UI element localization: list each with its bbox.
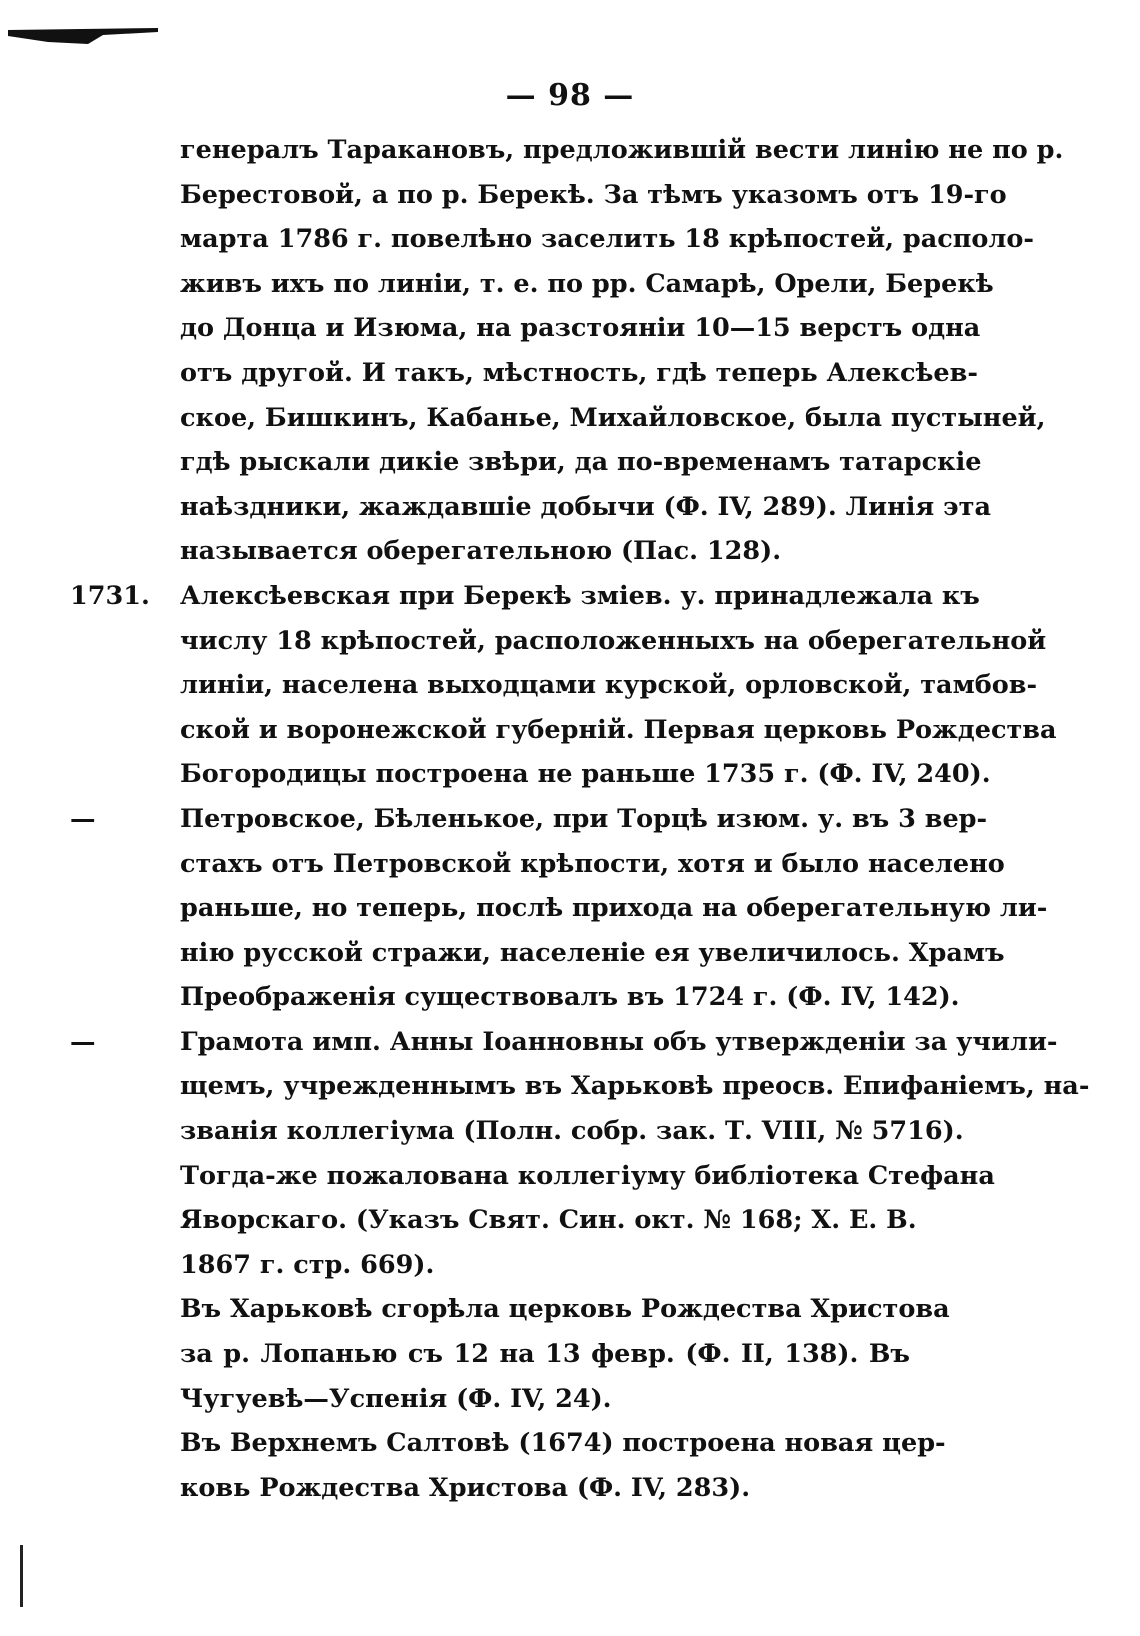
text-line bbox=[70, 797, 988, 842]
line-text: щемъ, учрежденнымъ въ Харьковѣ преосв. Епифаніемъ, на- bbox=[180, 1071, 1090, 1102]
text-line bbox=[70, 217, 1034, 262]
text-line bbox=[70, 1421, 946, 1466]
line-text: 1867 г. стр. 669). bbox=[180, 1249, 435, 1280]
scan-edge-mark bbox=[20, 1545, 23, 1607]
text-line bbox=[70, 1064, 1090, 1109]
line-text: Яворскаго. (Указъ Свят. Син. окт. № 168; Х. Е. В. bbox=[180, 1205, 917, 1236]
line-text: званія коллегіума (Полн. собр. зак. Т. VIII, № 5716). bbox=[180, 1116, 964, 1147]
line-text: Грамота имп. Анны Іоанновны объ утвержденіи за учили- bbox=[180, 1026, 1058, 1057]
line-text: Преображенія существовалъ въ 1724 г. (Ф. IV, 142). bbox=[180, 982, 960, 1013]
line-text: Богородицы построена не раньше 1735 г. (Ф. IV, 240). bbox=[180, 759, 991, 790]
text-line bbox=[70, 1377, 910, 1422]
text-line bbox=[70, 1332, 910, 1377]
text-line bbox=[70, 529, 910, 574]
text-line bbox=[70, 1287, 950, 1332]
line-text: Чугуевѣ—Успенія (Ф. IV, 24). bbox=[180, 1383, 612, 1414]
text-line bbox=[70, 708, 1057, 753]
line-text: ской и воронежской губерній. Первая церковь Рождества bbox=[180, 714, 1057, 745]
line-text: отъ другой. И такъ, мѣстность, гдѣ теперь Алексѣев- bbox=[180, 357, 978, 388]
line-text: генералъ Таракановъ, предложившій вести линію не по р. bbox=[180, 135, 1064, 165]
text-line bbox=[70, 1243, 910, 1288]
entry-year: 1731. bbox=[70, 580, 150, 611]
text-line bbox=[70, 128, 1064, 173]
line-text: стахъ отъ Петровской крѣпости, хотя и было населено bbox=[180, 848, 1005, 879]
line-text: Петровское, Бѣленькое, при Торцѣ изюм. у. въ 3 вер- bbox=[180, 803, 988, 834]
line-text: гдѣ рыскали дикіе звѣри, да по-временамъ татарскіе bbox=[180, 447, 982, 478]
line-text: числу 18 крѣпостей, расположенныхъ на оберегательной bbox=[180, 625, 1047, 656]
entry-year: — bbox=[70, 803, 96, 834]
text-line bbox=[70, 1020, 1058, 1065]
line-text: Тогда-же пожалована коллегіуму библіотека Стефана bbox=[180, 1160, 995, 1191]
text-line bbox=[70, 1466, 910, 1511]
body-text bbox=[70, 128, 1090, 1510]
line-text: раньше, но теперь, послѣ прихода на оберегательную ли- bbox=[180, 893, 1048, 924]
text-line bbox=[70, 975, 960, 1020]
line-text: живъ ихъ по линіи, т. е. по рр. Самарѣ, Орели, Берекѣ bbox=[180, 268, 994, 299]
entry-year: — bbox=[70, 1026, 96, 1057]
text-line bbox=[70, 752, 991, 797]
line-text: марта 1786 г. повелѣно заселить 18 крѣпостей, располо- bbox=[180, 224, 1034, 255]
text-line bbox=[70, 351, 978, 396]
line-text: за р. Лопанью съ 12 на 13 февр. (Ф. II, 138). Въ bbox=[180, 1339, 910, 1370]
line-text: Въ Верхнемъ Салтовѣ (1674) построена новая цер- bbox=[180, 1428, 946, 1459]
text-line bbox=[70, 262, 994, 307]
text-line bbox=[70, 842, 1005, 887]
line-text: Въ Харьковѣ сгорѣла церковь Рождества Христова bbox=[180, 1294, 950, 1325]
text-line bbox=[70, 306, 981, 351]
text-line bbox=[70, 1154, 995, 1199]
text-line bbox=[70, 931, 1005, 976]
scan-smudge-mark bbox=[8, 22, 158, 50]
line-text: ковь Рождества Христова (Ф. IV, 283). bbox=[180, 1472, 751, 1503]
line-text: ское, Бишкинъ, Кабанье, Михайловское, была пустыней, bbox=[180, 402, 1046, 433]
text-line bbox=[70, 396, 1046, 441]
line-text: называется оберегательною (Пас. 128). bbox=[180, 536, 782, 567]
text-line bbox=[70, 440, 982, 485]
text-line bbox=[70, 663, 1038, 708]
text-line bbox=[70, 574, 980, 619]
line-text: Алексѣевская при Берекѣ зміев. у. принадлежала къ bbox=[180, 580, 980, 611]
line-text: линіи, населена выходцами курской, орловской, тамбов- bbox=[180, 670, 1038, 701]
line-text: Берестовой, а по р. Берекѣ. За тѣмъ указомъ отъ 19-го bbox=[180, 179, 1007, 210]
text-line bbox=[70, 886, 1048, 931]
text-line bbox=[70, 485, 991, 530]
page-number: — 98 — bbox=[505, 78, 635, 113]
text-line bbox=[70, 1198, 917, 1243]
text-line bbox=[70, 173, 1007, 218]
text-line bbox=[70, 1109, 964, 1154]
line-text: до Донца и Изюма, на разстояніи 10—15 верстъ одна bbox=[180, 313, 981, 344]
line-text: наѣздники, жаждавшіе добычи (Ф. IV, 289). Линія эта bbox=[180, 491, 991, 522]
line-text: нію русской стражи, населеніе ея увеличилось. Храмъ bbox=[180, 937, 1005, 968]
text-line bbox=[70, 619, 1047, 664]
